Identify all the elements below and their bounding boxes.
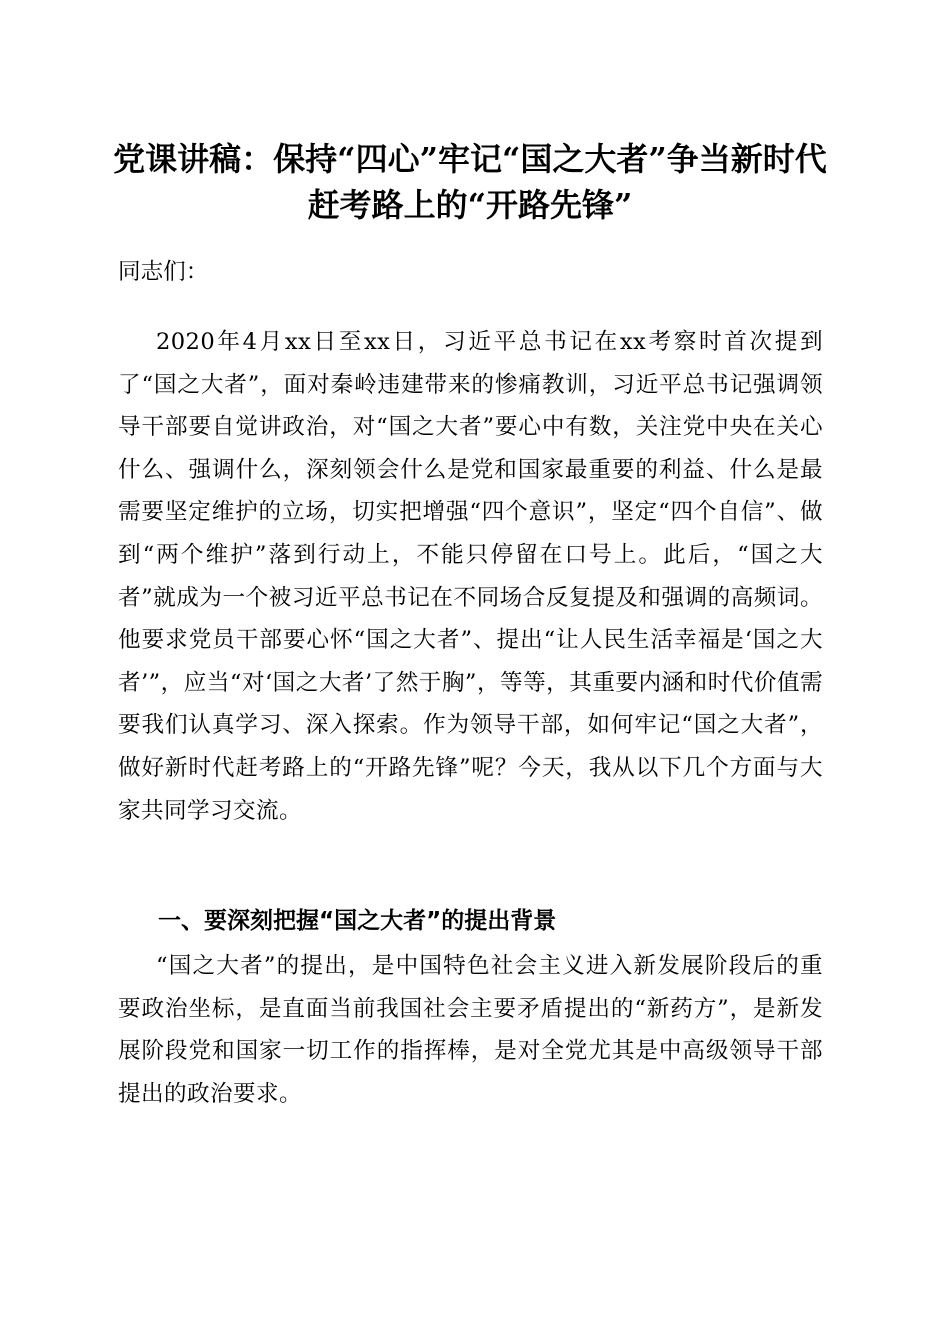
body-paragraph-section-1: “国之大者”的提出，是中国特色社会主义进入新发展阶段后的重要政治坐标，是直面当前我国社会主要矛盾提出的“新药方”，是新发展阶段党和国家一切工作的指挥棒，是对全党尤其是中高级领导干部提出的政治要求。 — [118, 953, 823, 1107]
greeting: 同志们： — [118, 259, 209, 285]
section-heading: 一、要深刻把握“国之大者”的提出背景 — [158, 908, 557, 934]
body-paragraph-intro: 2020年4月xx日至xx日，习近平总书记在xx考察时首次提到了“国之大者”，面对秦岭违建带来的惨痛教训，习近平总书记强调领导干部要自觉讲政治，对“国之大者”要心中有数，关注党中央在关心什么、强调什么，深刻领会什么是党和国家最重要的利益、什么是最需要坚定维护的立场，切实把增强“四个意识”，坚定“四个自信”、做到“两个维护”落到行动上，不能只停留在口号上。此后，“国之大者”就成为一个被习近平总书记在不同场合反复提及和强调的高频词。他要求党员干部要心怀“国之大者”、提出“让人民生活幸福是‘国之大者’”，应当“对‘国之大者’了然于胸”，等等，其重要内涵和时代价值需要我们认真学习、深入探索。作为领导干部，如何牢记“国之大者”，做好新时代赶考路上的“开路先锋”呢？今天，我从以下几个方面与大家共同学习交流。 — [118, 329, 823, 824]
document-title: 党课讲稿：保持“四心”牢记“国之大者”争当新时代赶考路上的“开路先锋” — [113, 140, 827, 224]
